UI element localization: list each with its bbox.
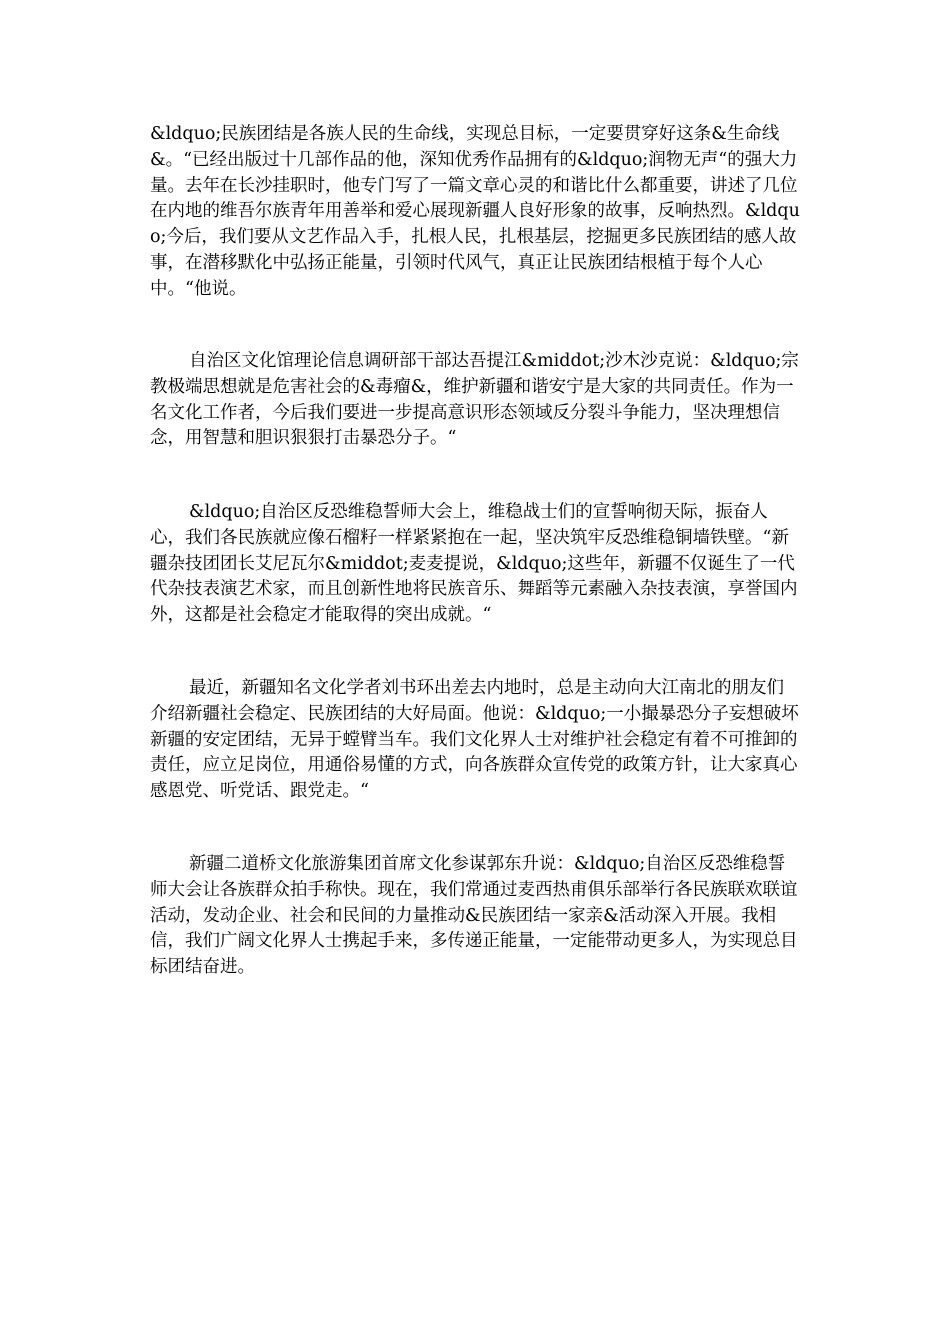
paragraph-2: 自治区文化馆理论信息调研部干部达吾提江&middot;沙木沙克说：&ldquo;宗教极端思想就是危害社会的&毒瘤&，维护新疆和谐安宁是大家的共同责任。作为一名文化工作者，今后我们要进一步提高意识形态领域反分裂斗争能力，坚决理想信念，用智慧和胆识狠狠打击暴恐分子。“ <box>150 351 799 449</box>
paragraph-5: 新疆二道桥文化旅游集团首席文化参谋郭东升说：&ldquo;自治区反恐维稳誓师大会让各族群众拍手称快。现在，我们常通过麦西热甫俱乐部举行各民族联欢联谊活动，发动企业、社会和民间的力量推动&民族团结一家亲&活动深入开展。我相信，我们广阔文化界人士携起手来，多传递正能量，一定能带动更多人，为实现总目标团结奋进。 <box>150 854 798 978</box>
paragraph-3: &ldquo;自治区反恐维稳誓师大会上，维稳战士们的宣誓响彻天际，振奋人心，我们各民族就应像石榴籽一样紧紧抱在一起，坚决筑牢反恐维稳铜墙铁壁。“新疆杂技团团长艾尼瓦尔&middot;麦麦提说，&ldquo;这些年，新疆不仅诞生了一代代杂技表演艺术家，而且创新性地将民族音乐、舞蹈等元素融入杂技表演，享誉国内外，这都是社会稳定才能取得的突出成就。“ <box>150 502 798 626</box>
paragraph-1: &ldquo;民族团结是各族人民的生命线，实现总目标，一定要贯穿好这条&生命线&。“已经出版过十几部作品的他，深知优秀作品拥有的&ldquo;润物无声“的强大力量。去年在长沙挂职时，他专门写了一篇文章心灵的和谐比什么都重要，讲述了几位在内地的维吾尔族青年用善举和爱心展现新疆人良好形象的故事，反响热烈。&ldquo;今后，我们要从文艺作品入手，扎根人民，扎根基层，挖掘更多民族团结的感人故事，在潜移默化中弘扬正能量，引领时代风气，真正让民族团结根植于每个人心中。“他说。 <box>150 124 800 299</box>
paragraph-4: 最近，新疆知名文化学者刘书环出差去内地时，总是主动向大江南北的朋友们介绍新疆社会稳定、民族团结的大好局面。他说：&ldquo;一小撮暴恐分子妄想破坏新疆的安定团结，无异于螳臂当车。我们文化界人士对维护社会稳定有着不可推卸的责任，应立足岗位，用通俗易懂的方式，向各族群众宣传党的政策方针，让大家真心感恩党、听党话、跟党走。“ <box>150 678 799 802</box>
